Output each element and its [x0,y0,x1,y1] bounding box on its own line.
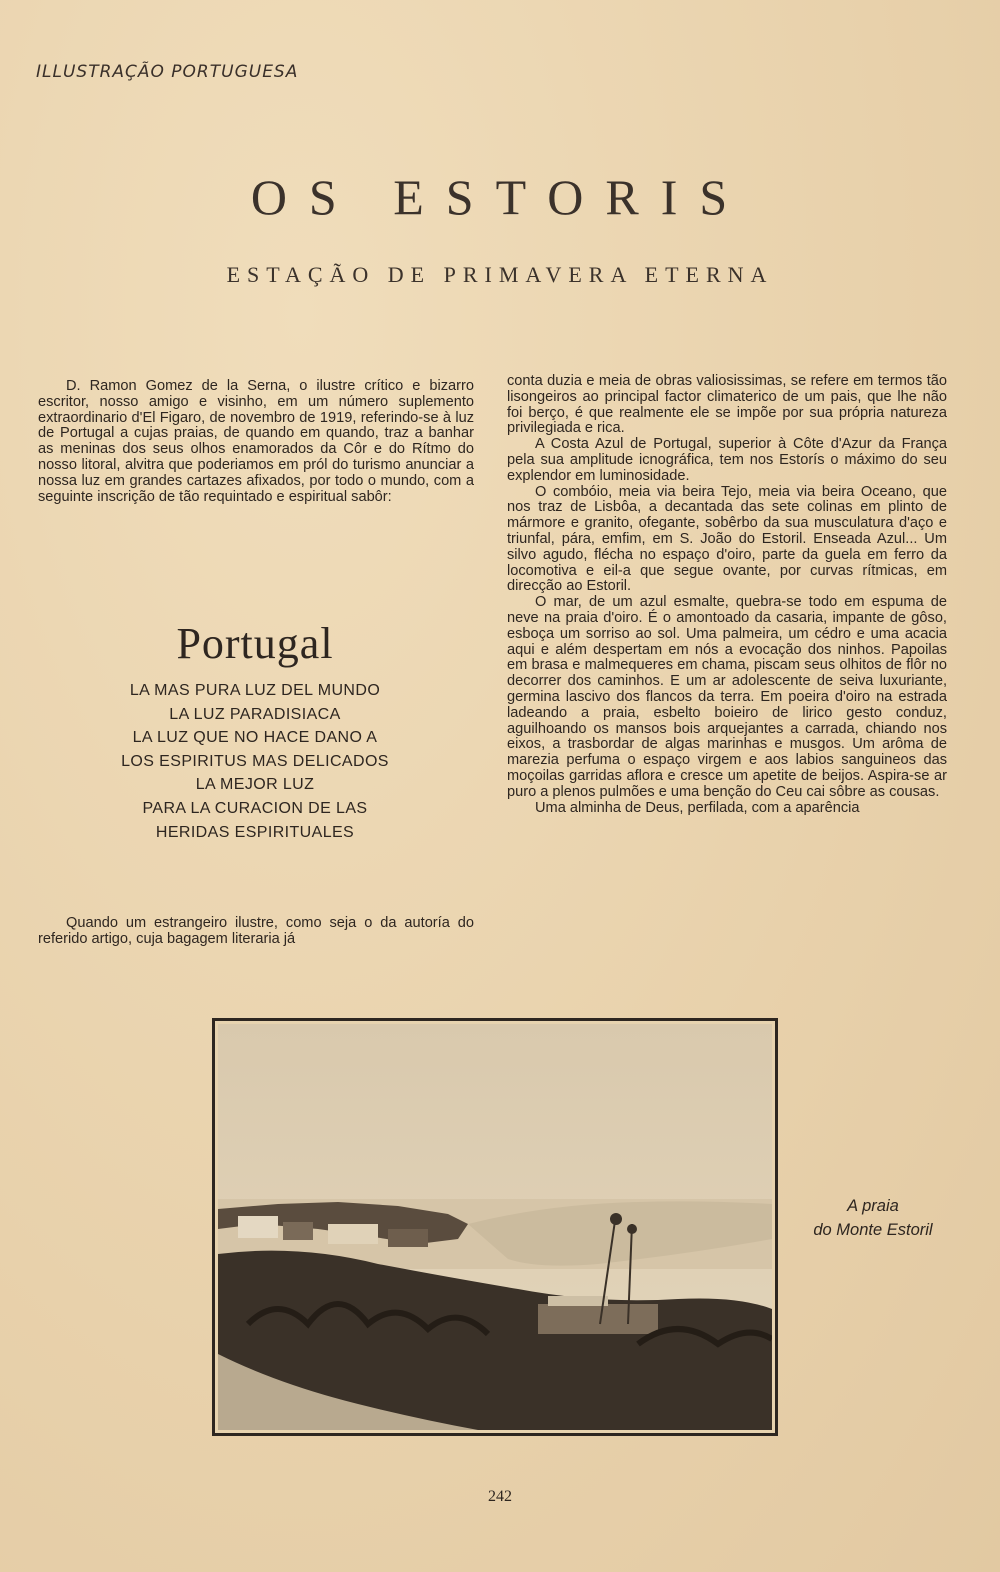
right-column [507,374,947,816]
left-paragraph-1: D. Ramon Gomez de la Serna, o ilustre crítico e bizarro escritor, nosso amigo e visinho, em um número suplemento extraordinario d'El Figaro, de novembro de 1919, referindo-se à luz de Portugal a cujas praias, de quando em quando, traz a banhar as meninas dos seus olhos enamorados da Côr e do Rítmo do nosso litoral, alvitra que poderiamos em pról do turismo anunciar a nossa luz em grandes cartazes afixados, por todo o mundo, com a seguinte inscrição de tão requintado e espiritual sabôr: [38,378,474,505]
caption-line: do Monte Estoril [813,1221,933,1239]
poster-line: LA MAS PURA LUZ DEL MUNDO [129,682,381,699]
photo-caption [788,1194,958,1242]
beach-photo [212,1018,778,1436]
left-column-bottom [38,916,474,948]
right-paragraph: O mar, de um azul esmalte, quebra-se todo em espuma de neve na praia d'oiro. É o amontoado da casaria, impante de gôso, esboça um sorriso ao sol. Uma palmeira, um cédro e uma acacia aqui e além despertam em nós a evocação dos ninhos. Papoilas em brasa e malmequeres em chama, piscam seus olhitos de flôr no decorrer dos caminhos. E um ar adolescente de seiva luxuriante, germina lascivo dos flancos da terra. Em poeira d'oiro na estrada ladeando a praia, esbelto boieiro de lirico gesto conduz, aguilhoando os mansos bois arquejantes a carrada, chiando nos eixos, a trasbordar de algas marinhas e musgos. Um arôma de marezia perfuma o espaço virgem e aos labios sanguineos das moçoilas garridas aflora e cresce um apetite de beijos. Aspira-se ar puro a plenos pulmões e uma benção do Ceu cai sôbre as cousas. [507,594,947,800]
right-paragraph: conta duzia e meia de obras valiosissimas, se refere em termos tão lisongeiros ao principal factor climaterico de um pais, que lhe não foi berço, é que realmente ele se impõe por sua própria natureza privilegiada e rica. [507,373,947,437]
poster-line: HERIDAS ESPIRITUALES [155,823,355,841]
right-paragraph: A Costa Azul de Portugal, superior à Côte d'Azur da França pela sua amplitude icnográfica, tem nos Estorís o máximo do seu explendor em luminosidade. [507,436,947,484]
poster-line: LA MEJOR LUZ [195,776,315,794]
poster-line: LOS ESPIRITUS MAS DELICADOS [121,752,389,770]
poster-line: LA LUZ PARADISIACA [169,705,341,723]
poster-inscription [60,618,450,844]
left-column-top [38,379,474,505]
beach-photo-image [218,1024,772,1430]
article-title: OS ESTORIS [250,169,750,225]
caption-line: A praia [847,1197,899,1215]
magazine-header: ILLUSTRAÇÃO PORTUGUESA [36,62,299,82]
right-paragraph: O combóio, meia via beira Tejo, meia via beira Oceano, que nos traz de Lisbôa, a decantada das sete colinas em plinto de mármore e granito, ofegante, sobêrbo da sua musculatura d'aço e triunfal, pára, emfim, em S. João do Estoril. Enseada Azul... Um silvo agudo, flécha no espaço d'oiro, parte da guela em ferro da locomotiva e eil-a que segue ovante, por curvas rítmicas, em direcção ao Estoril. [507,483,947,595]
poster-line: PARA LA CURACION DE LAS [142,799,368,817]
poster-title: Portugal [176,619,334,668]
poster-line: LA LUZ QUE NO HACE DANO A [132,729,378,747]
left-paragraph-2: Quando um estrangeiro ilustre, como seja o da autoría do referido artigo, cuja bagagem literaria já [38,915,474,947]
page-number: 242 [488,1488,512,1505]
right-paragraph: Uma alminha de Deus, perfilada, com a aparência [535,799,860,816]
article-subtitle: ESTAÇÃO DE PRIMAVERA ETERNA [226,262,774,287]
